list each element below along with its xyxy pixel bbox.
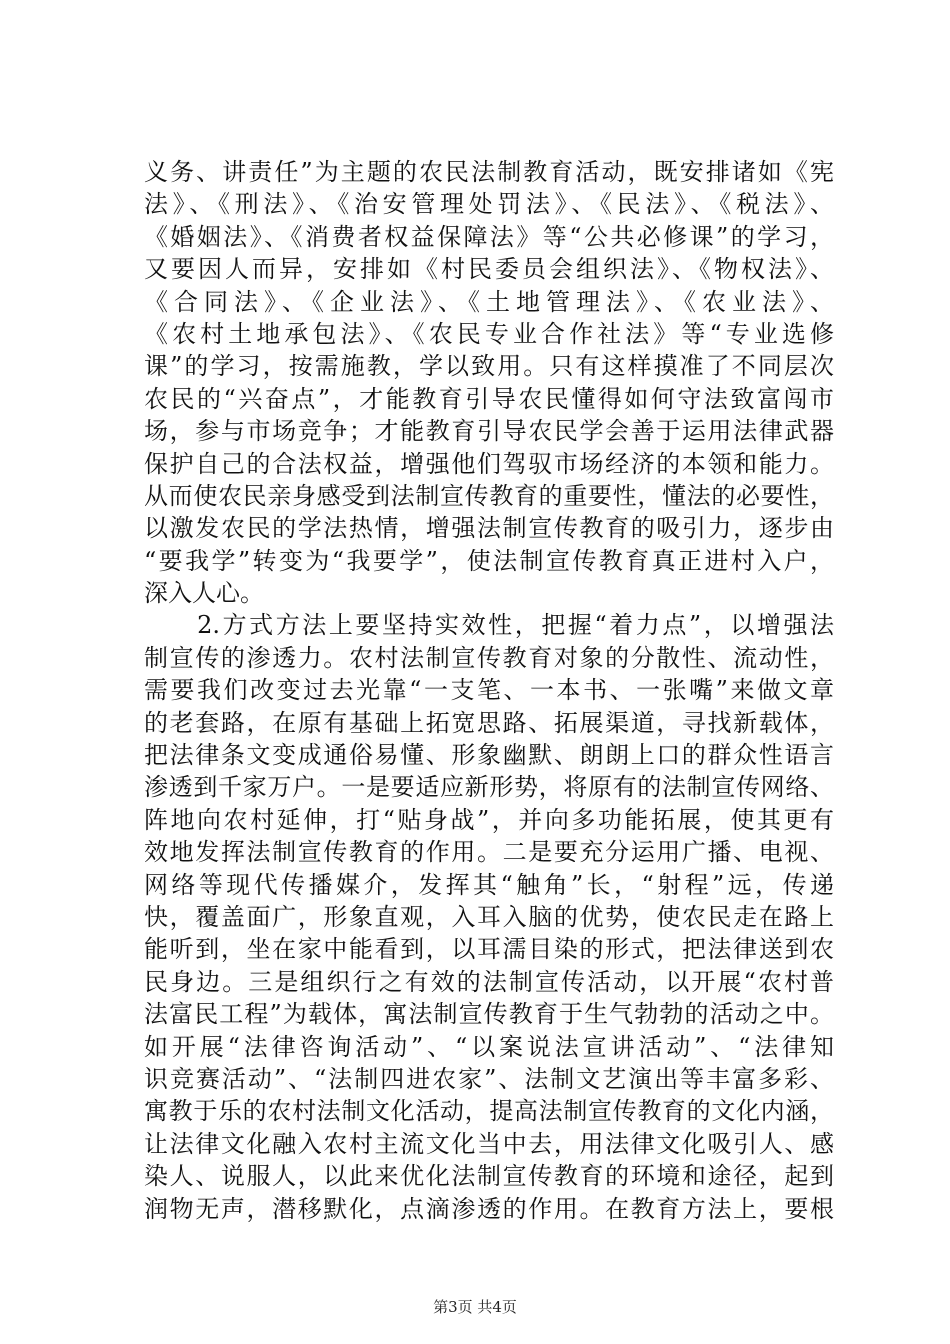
- text-line: 场，参与市场竞争；才能教育引导农民学会善于运用法律武器: [144, 417, 834, 446]
- text-line: 民身边。三是组织行之有效的法制宣传活动，以开展“农村普: [144, 967, 834, 996]
- text-line: 法富民工程”为载体，寓法制宣传教育于生气勃勃的活动之中。: [144, 1000, 834, 1029]
- text-line: 又要因人而异，安排如《村民委员会组织法》、《物权法》、: [144, 255, 834, 284]
- text-line: 润物无声，潜移默化，点滴渗透的作用。在教育方法上，要根: [144, 1194, 834, 1223]
- text-line: 如开展“法律咨询活动”、“以案说法宣讲活动”、“法律知: [144, 1032, 834, 1061]
- text-line: 义务、讲责任”为主题的农民法制教育活动，既安排诸如《宪: [144, 158, 834, 186]
- text-line: 保护自己的合法权益，增强他们驾驭市场经济的本领和能力。: [144, 449, 834, 478]
- text-line: 制宣传的渗透力。农村法制宣传教育对象的分散性、流动性，: [144, 643, 834, 672]
- text-line: 寓教于乐的农村法制文化活动，提高法制宣传教育的文化内涵，: [144, 1097, 834, 1126]
- text-line: 2.方式方法上要坚持实效性，把握“着力点”，以增强法: [144, 611, 834, 640]
- text-line: 的老套路，在原有基础上拓宽思路、拓展渠道，寻找新载体，: [144, 708, 834, 737]
- text-line: 染人、说服人，以此来优化法制宣传教育的环境和途径，起到: [144, 1162, 834, 1191]
- text-line: 让法律文化融入农村主流文化当中去，用法律文化吸引人、感: [144, 1129, 834, 1158]
- text-line: 课”的学习，按需施教，学以致用。只有这样摸准了不同层次: [144, 352, 834, 381]
- text-line: 网络等现代传播媒介，发挥其“触角”长，“射程”远，传递: [144, 870, 834, 899]
- text-line: 把法律条文变成通俗易懂、形象幽默、朗朗上口的群众性语言: [144, 741, 834, 770]
- text-line: 从而使农民亲身感受到法制宣传教育的重要性，懂法的必要性，: [144, 481, 834, 510]
- text-line: 能听到，坐在家中能看到，以耳濡目染的形式，把法律送到农: [144, 935, 834, 964]
- text-line: 渗透到千家万户。一是要适应新形势，将原有的法制宣传网络、: [144, 773, 834, 802]
- text-line: 深入人心。: [144, 579, 264, 608]
- text-line: 阵地向农村延伸，打“贴身战”，并向多功能拓展，使其更有: [144, 805, 834, 834]
- page-number-footer: 第3页 共4页: [433, 1298, 517, 1316]
- text-line: 农民的“兴奋点”，才能教育引导农民懂得如何守法致富闯市: [144, 384, 834, 413]
- text-line: 以激发农民的学法热情，增强法制宣传教育的吸引力，逐步由: [144, 514, 834, 543]
- text-line: 需要我们改变过去光靠“一支笔、一本书、一张嘴”来做文章: [144, 676, 834, 705]
- body-text: [144, 156, 834, 1225]
- text-line: 《婚姻法》、《消费者权益保障法》等“公共必修课”的学习，: [144, 222, 834, 251]
- text-line: 识竞赛活动”、“法制四进农家”、法制文艺演出等丰富多彩、: [144, 1064, 834, 1093]
- text-line: 《合同法》、《企业法》、《土地管理法》、《农业法》、: [144, 287, 834, 316]
- text-line: 《农村土地承包法》、《农民专业合作社法》等“专业选修: [144, 319, 834, 348]
- text-line: 法》、《刑法》、《治安管理处罚法》、《民法》、《税法》、: [144, 190, 834, 219]
- text-line: 快，覆盖面广，形象直观，入耳入脑的优势，使农民走在路上: [144, 902, 834, 931]
- text-line: 效地发挥法制宣传教育的作用。二是要充分运用广播、电视、: [144, 838, 834, 867]
- text-line: “要我学”转变为“我要学”，使法制宣传教育真正进村入户，: [144, 546, 834, 575]
